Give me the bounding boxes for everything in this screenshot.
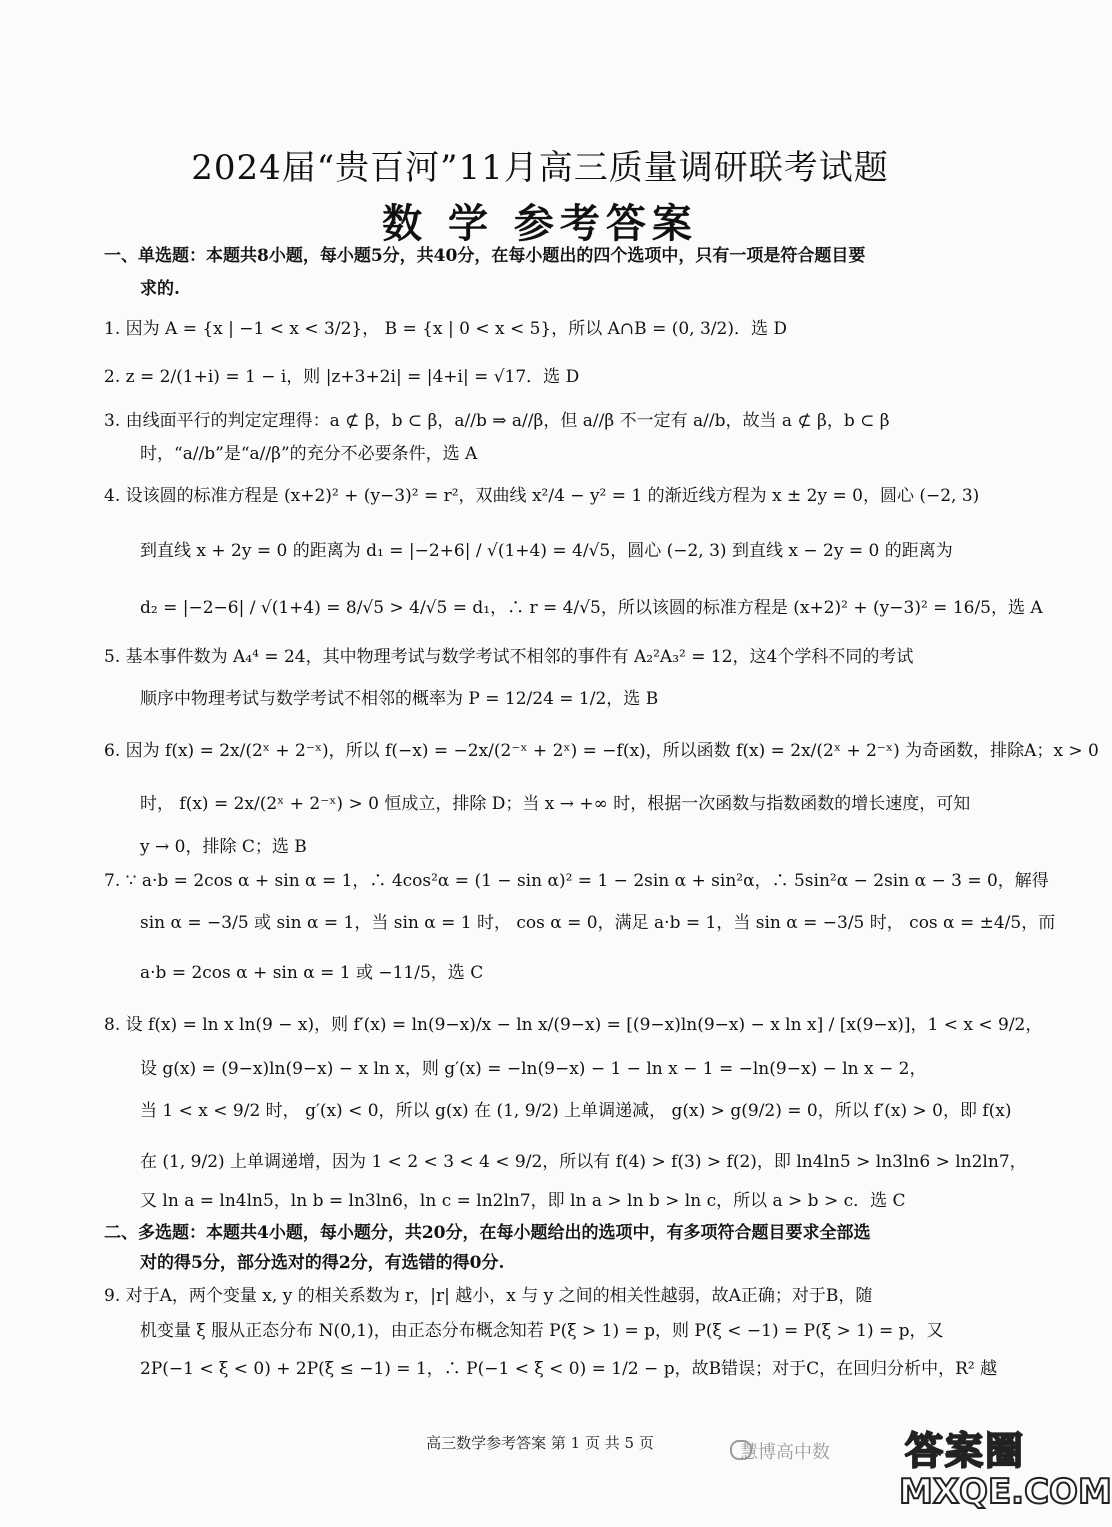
site-logo xyxy=(895,1420,1112,1520)
page-footer: 高三数学参考答案 第 1 页 共 5 页 xyxy=(426,1434,654,1452)
answer-line: 8. 设 f(x) = ln x ln(9 − x)，则 f′(x) = ln(9−x)/x − ln x/(9−x) = [(9−x)ln(9−x) − x ln x] / [x(9−x)]，1 < x < 9/2， xyxy=(104,1015,1043,1035)
answer-line: 顺序中物理考试与数学考试不相邻的概率为 P = 12/24 = 1/2，选 B xyxy=(140,689,659,709)
answer-line: 5. 基本事件数为 A₄⁴ = 24，其中物理考试与数学考试不相邻的事件有 A₂²A₃² = 12，这4个学科不同的考试 xyxy=(104,647,914,667)
answer-line: 3. 由线面平行的判定定理得：a ⊄ β，b ⊂ β，a//b ⇒ a//β，但 a//β 不一定有 a//b，故当 a ⊄ β，b ⊂ β xyxy=(104,411,890,431)
answer-line: sin α = −3/5 或 sin α = 1，当 sin α = 1 时， cos α = 0，满足 a·b = 1，当 sin α = −3/5 时， cos α = ±4/5，而 xyxy=(140,913,1056,933)
answer-line: 9. 对于A，两个变量 x, y 的相关系数为 r，|r| 越小，x 与 y 之间的相关性越弱，故A正确；对于B，随 xyxy=(104,1286,873,1306)
section-heading-continuation: 对的得5分，部分选对的得2分，有选错的得0分. xyxy=(140,1253,505,1273)
answer-line: 时， f(x) = 2x/(2ˣ + 2⁻ˣ) > 0 恒成立，排除 D；当 x → +∞ 时，根据一次函数与指数函数的增长速度，可知 xyxy=(140,794,971,814)
answer-line: 2. z = 2/(1+i) = 1 − i，则 |z+3+2i| = |4+i| = √17．选 D xyxy=(104,367,580,387)
answer-line: 又 ln a = ln4ln5，ln b = ln3ln6，ln c = ln2ln7，即 ln a > ln b > ln c，所以 a > b > c．选 C xyxy=(140,1191,906,1211)
answer-line: 7. ∵ a·b = 2cos α + sin α = 1，∴ 4cos²α = (1 − sin α)² = 1 − 2sin α + sin²α，∴ 5sin²α − 2sin α − 3 = 0，解得 xyxy=(104,871,1049,891)
section-heading-multi-choice: 二、多选题：本题共4小题，每小题分，共20分，在每小题给出的选项中，有多项符合题目要求全部选 xyxy=(104,1223,871,1243)
answer-line: 设 g(x) = (9−x)ln(9−x) − x ln x，则 g′(x) = −ln(9−x) − 1 − ln x − 1 = −ln(9−x) − ln x − 2， xyxy=(140,1059,927,1079)
answer-line: 4. 设该圆的标准方程是 (x+2)² + (y−3)² = r²，双曲线 x²/4 − y² = 1 的渐近线方程为 x ± 2y = 0，圆心 (−2, 3) xyxy=(104,486,980,506)
answer-line: 2P(−1 < ξ < 0) + 2P(ξ ≤ −1) = 1，∴ P(−1 < ξ < 0) = 1/2 − p，故B错误；对于C，在回归分析中，R² 越 xyxy=(140,1359,998,1379)
answer-line: 1. 因为 A = {x | −1 < x < 3/2}， B = {x | 0 < x < 5}，所以 A∩B = (0, 3/2)．选 D xyxy=(104,319,787,339)
exam-title: 2024届“贵百河”11月高三质量调研联考试题 xyxy=(191,148,889,188)
section-heading-continuation: 求的. xyxy=(140,279,180,299)
logo-bottom-text: MXQE.COM xyxy=(899,1472,1112,1512)
exam-subtitle: 数 学 参考答案 xyxy=(382,200,698,247)
answer-line: 当 1 < x < 9/2 时， g′(x) < 0，所以 g(x) 在 (1, 9/2) 上单调递减， g(x) > g(9/2) = 0，所以 f′(x) > 0，即 f(x) xyxy=(140,1101,1012,1121)
answer-line: 到直线 x + 2y = 0 的距离为 d₁ = |−2+6| / √(1+4) = 4/√5，圆心 (−2, 3) 到直线 x − 2y = 0 的距离为 xyxy=(140,541,953,561)
answer-line: 在 (1, 9/2) 上单调递增，因为 1 < 2 < 3 < 4 < 9/2，所以有 f(4) > f(3) > f(2)，即 ln4ln5 > ln3ln6 > ln2ln7， xyxy=(140,1152,1027,1172)
answer-line: y → 0，排除 C；选 B xyxy=(140,837,307,857)
logo-top-text: 答案圈 xyxy=(905,1429,1026,1473)
answer-line: 6. 因为 f(x) = 2x/(2ˣ + 2⁻ˣ)，所以 f(−x) = −2x/(2⁻ˣ + 2ˣ) = −f(x)，所以函数 f(x) = 2x/(2ˣ + 2⁻ˣ) 为奇函数，排除A；x > 0 xyxy=(104,741,1099,761)
section-heading-single-choice: 一、单选题：本题共8小题，每小题5分，共40分，在每小题出的四个选项中，只有一项是符合题目要 xyxy=(104,246,866,266)
answer-line: 机变量 ξ 服从正态分布 N(0,1)，由正态分布概念知若 P(ξ > 1) = p，则 P(ξ < −1) = P(ξ > 1) = p，又 xyxy=(140,1321,944,1341)
answer-line: d₂ = |−2−6| / √(1+4) = 8/√5 > 4/√5 = d₁，∴ r = 4/√5，所以该圆的标准方程是 (x+2)² + (y−3)² = 16/5，选 A xyxy=(140,598,1043,618)
answer-line: 时，“a//b”是“a//β”的充分不必要条件，选 A xyxy=(140,444,478,464)
answer-line: a·b = 2cos α + sin α = 1 或 −11/5，选 C xyxy=(140,963,484,983)
watermark-text: 慧博高中数 xyxy=(740,1442,830,1463)
